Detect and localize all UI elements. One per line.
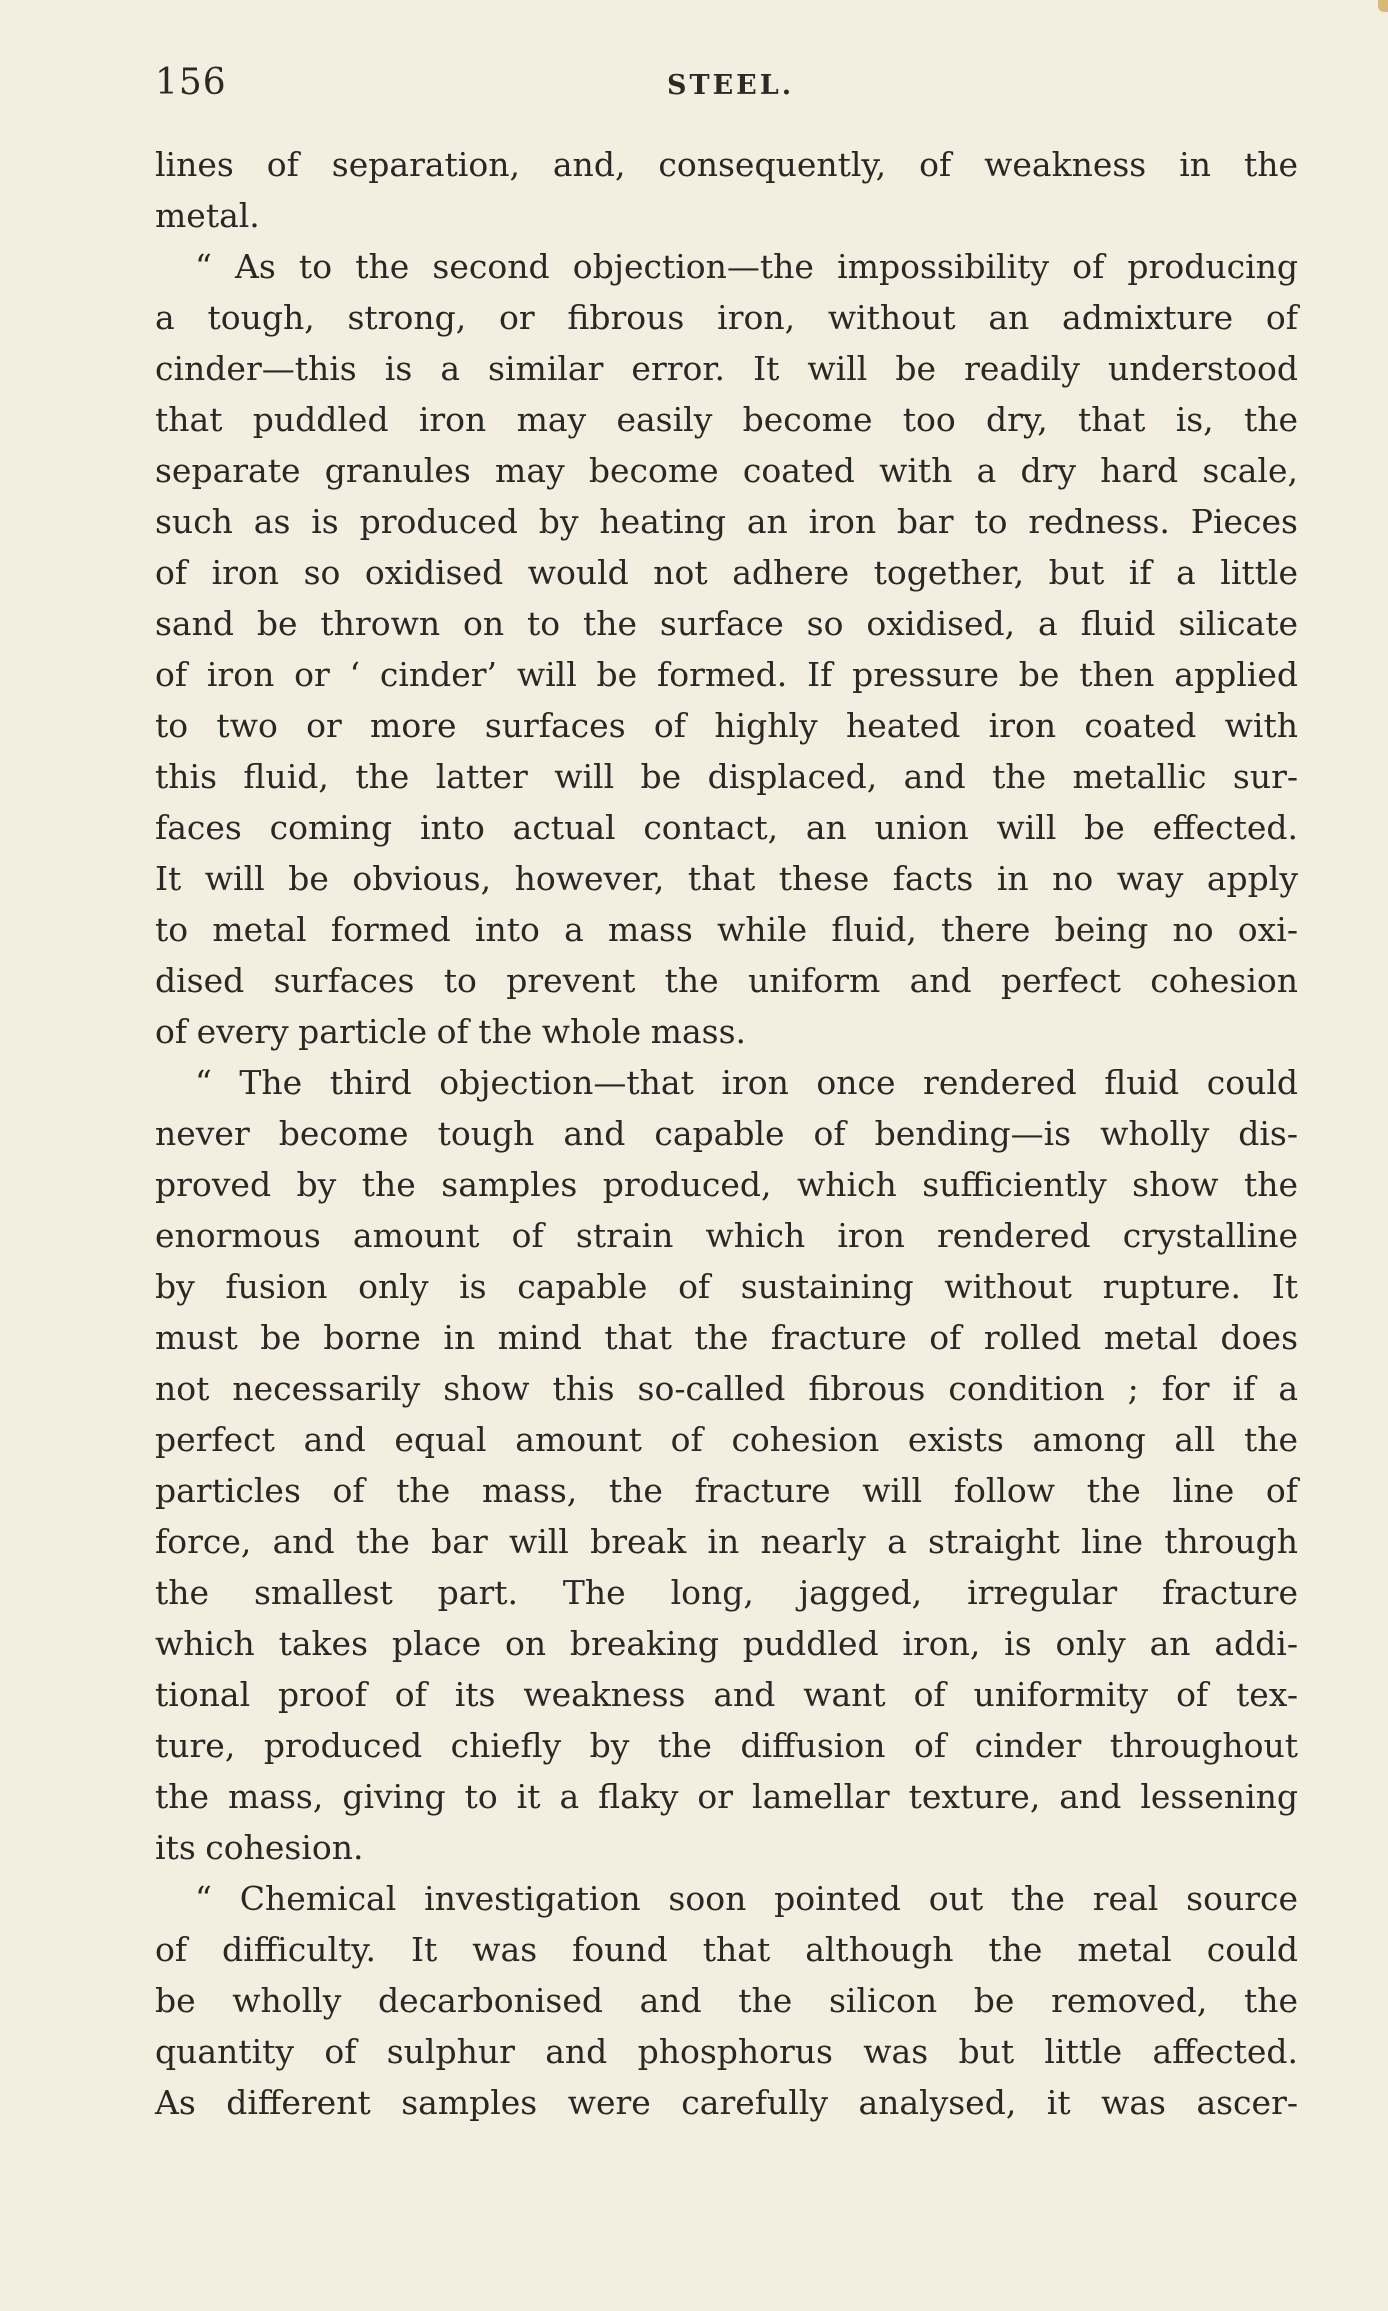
text-line: “ The third objection—that iron once rendered fluid could	[195, 1063, 1298, 1102]
text-line: must be borne in mind that the fracture of rolled metal does	[155, 1318, 1298, 1357]
text-line: of iron so oxidised would not adhere together, but if a little	[155, 553, 1298, 592]
text-line: this fluid, the latter will be displaced, and the metallic sur-	[155, 757, 1298, 796]
text-line: As different samples were carefully analysed, it was ascer-	[155, 2083, 1298, 2122]
text-line: tional proof of its weakness and want of uniformity of tex-	[155, 1675, 1298, 1714]
text-line: such as is produced by heating an iron bar to redness. Pieces	[155, 502, 1298, 541]
text-line: metal.	[155, 196, 260, 235]
text-line: force, and the bar will break in nearly a straight line through	[155, 1522, 1298, 1561]
text-line: of difficulty. It was found that although the metal could	[155, 1930, 1298, 1969]
running-head	[155, 62, 1298, 112]
text-line: to two or more surfaces of highly heated iron coated with	[155, 706, 1298, 745]
page-corner-stain	[1378, 0, 1388, 12]
text-line: the mass, giving to it a flaky or lamellar texture, and lessening	[155, 1777, 1298, 1816]
text-line: never become tough and capable of bending—is wholly dis-	[155, 1114, 1298, 1153]
text-line: that puddled iron may easily become too dry, that is, the	[155, 400, 1298, 439]
text-line: It will be obvious, however, that these facts in no way apply	[155, 859, 1298, 898]
text-line: to metal formed into a mass while fluid, there being no oxi-	[155, 910, 1298, 949]
text-line: quantity of sulphur and phosphorus was but little affected.	[155, 2032, 1298, 2071]
text-line: of iron or ‘ cinder’ will be formed. If pressure be then applied	[155, 655, 1298, 694]
text-line: enormous amount of strain which iron rendered crystalline	[155, 1216, 1298, 1255]
text-line: faces coming into actual contact, an union will be effected.	[155, 808, 1298, 847]
text-line: ture, produced chiefly by the diffusion of cinder throughout	[155, 1726, 1298, 1765]
text-line: a tough, strong, or fibrous iron, without an admixture of	[155, 298, 1298, 337]
text-line: “ Chemical investigation soon pointed out the real source	[195, 1879, 1298, 1918]
text-line: by fusion only is capable of sustaining without rupture. It	[155, 1267, 1298, 1306]
text-line: which takes place on breaking puddled iron, is only an addi-	[155, 1624, 1298, 1663]
page-number: 156	[155, 62, 227, 103]
text-line: sand be thrown on to the surface so oxidised, a fluid silicate	[155, 604, 1298, 643]
text-line: cinder—this is a similar error. It will be readily understood	[155, 349, 1298, 388]
text-line: its cohesion.	[155, 1828, 364, 1867]
text-line: the smallest part. The long, jagged, irregular fracture	[155, 1573, 1298, 1612]
text-line: of every particle of the whole mass.	[155, 1012, 746, 1051]
text-line: lines of separation, and, consequently, of weakness in the	[155, 145, 1298, 184]
text-line: “ As to the second objection—the impossibility of producing	[195, 247, 1298, 286]
text-line: be wholly decarbonised and the silicon be removed, the	[155, 1981, 1298, 2020]
text-line: proved by the samples produced, which sufficiently show the	[155, 1165, 1298, 1204]
text-line: particles of the mass, the fracture will follow the line of	[155, 1471, 1298, 1510]
text-line: separate granules may become coated with a dry hard scale,	[155, 451, 1298, 490]
text-line: dised surfaces to prevent the uniform and perfect cohesion	[155, 961, 1298, 1000]
text-line: not necessarily show this so-called fibrous condition ; for if a	[155, 1369, 1298, 1408]
running-title: STEEL.	[667, 70, 795, 101]
body-text	[155, 139, 1298, 2128]
text-line: perfect and equal amount of cohesion exists among all the	[155, 1420, 1298, 1459]
